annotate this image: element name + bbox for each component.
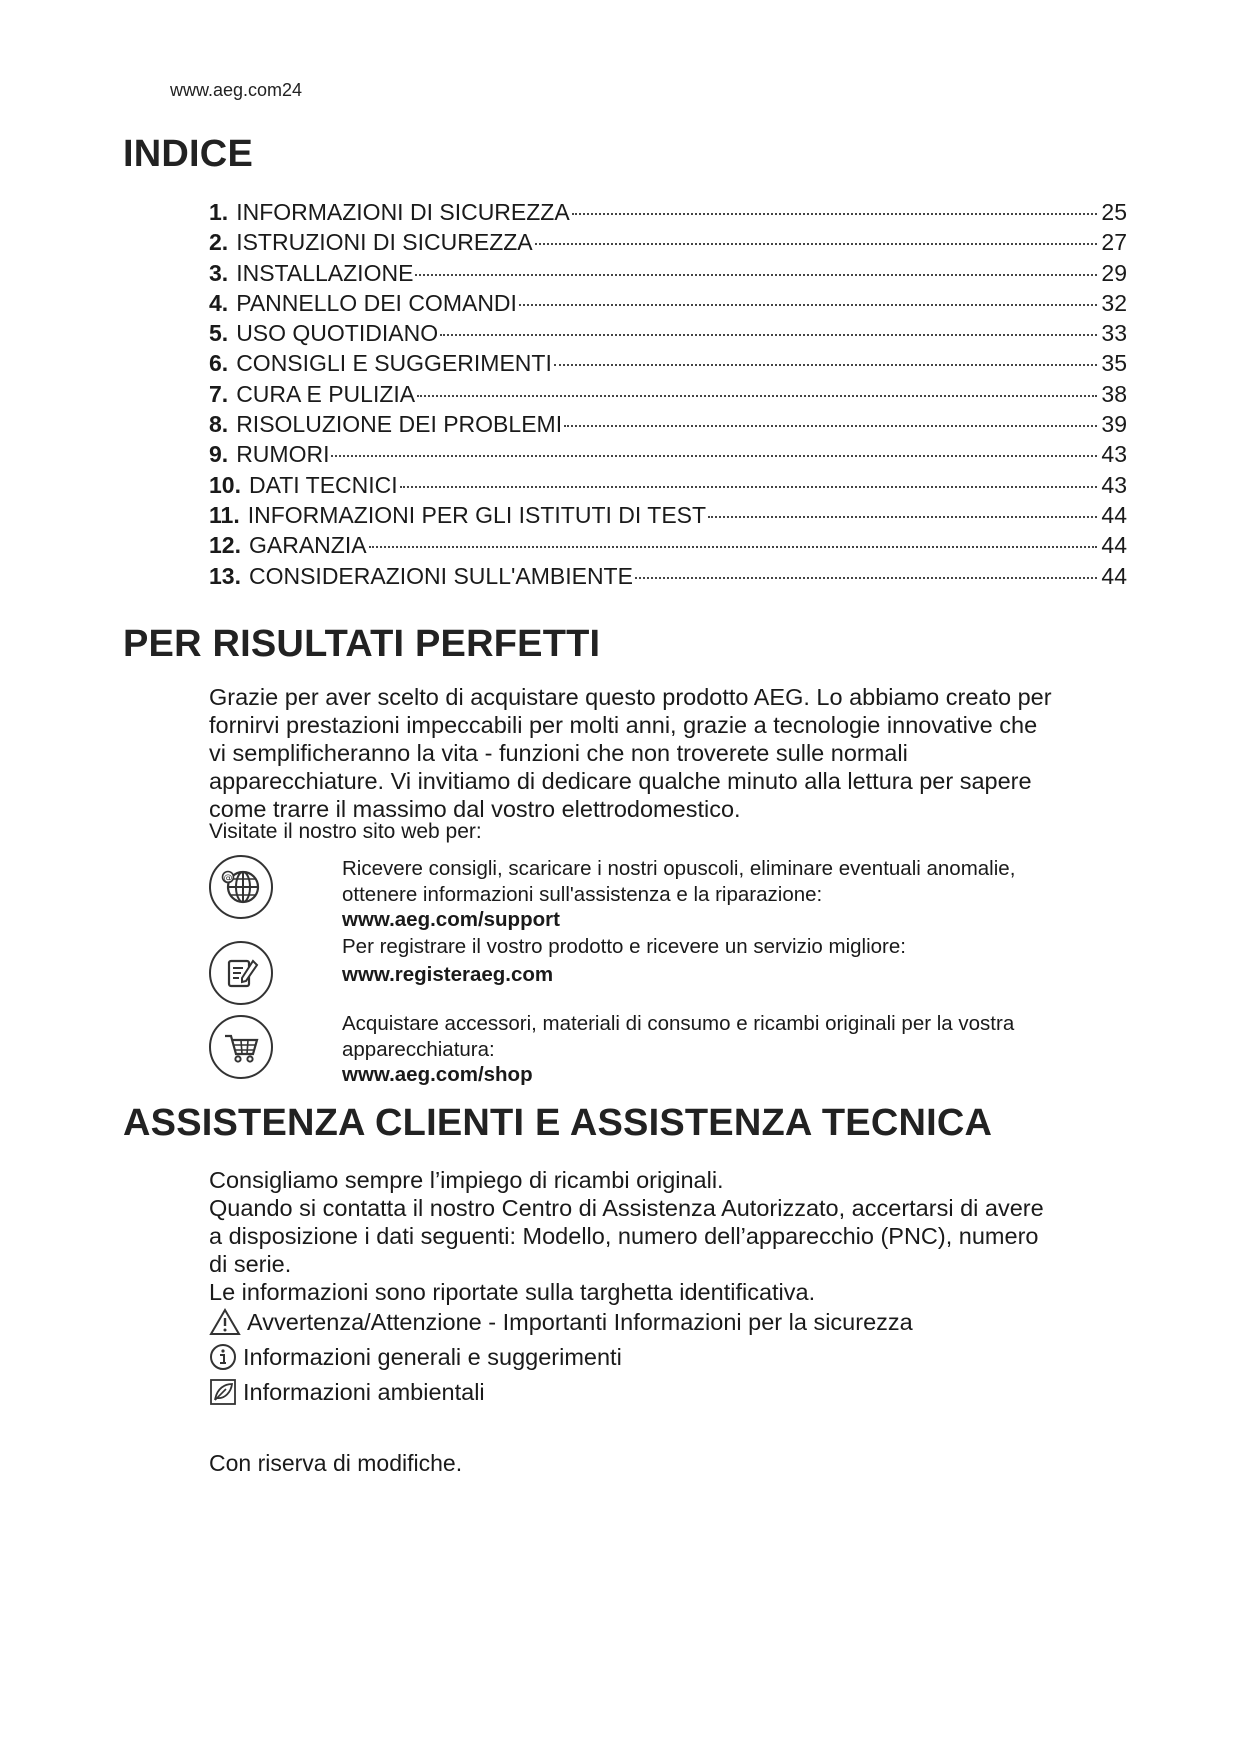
page-header-site: www.aeg.com24 xyxy=(170,80,303,100)
shop-text: apparecchiatura: xyxy=(342,1037,495,1061)
info-icon xyxy=(209,1343,237,1371)
toc-entry[interactable] xyxy=(209,440,1127,470)
register-link-block xyxy=(342,934,1132,987)
toc-number: 7. xyxy=(209,380,229,407)
toc-entry[interactable] xyxy=(209,198,1127,228)
service-line: Consigliamo sempre l’impiego di ricambi originali. xyxy=(209,1167,724,1193)
service-line: di serie. xyxy=(209,1251,292,1277)
support-link-block xyxy=(342,856,1132,933)
support-url-link[interactable]: www.aeg.com/support xyxy=(342,908,560,931)
toc-entry[interactable] xyxy=(209,319,1127,349)
toc-page: 38 xyxy=(1101,380,1127,407)
toc-title: GARANZIA xyxy=(248,532,367,559)
subject-to-change-note: Con riserva di modifiche. xyxy=(209,1450,463,1476)
intro-line: come trarre il massimo dal vostro elettrodomestico. xyxy=(209,796,741,822)
toc-entry[interactable] xyxy=(209,410,1127,440)
toc-page: 33 xyxy=(1101,320,1127,347)
toc-number: 8. xyxy=(209,411,229,438)
legend-environment-text: Informazioni ambientali xyxy=(243,1378,485,1405)
toc-title: PANNELLO DEI COMANDI xyxy=(236,289,517,316)
toc-number: 2. xyxy=(209,229,229,256)
toc-number: 13. xyxy=(209,562,241,589)
toc-title: RUMORI xyxy=(236,441,330,468)
intro-paragraph xyxy=(209,683,1129,823)
legend-warning-text: Avvertenza/Attenzione - Importanti Informazioni per la sicurezza xyxy=(247,1308,913,1335)
section-title-assistenza: ASSISTENZA CLIENTI E ASSISTENZA TECNICA xyxy=(123,1102,993,1144)
toc-leader xyxy=(417,395,1097,397)
toc-number: 6. xyxy=(209,350,229,377)
toc-leader xyxy=(635,577,1097,579)
shop-link-block xyxy=(342,1011,1132,1088)
toc-title: RISOLUZIONE DEI PROBLEMI xyxy=(236,411,563,438)
intro-line: fornirvi prestazioni impeccabili per molti anni, grazie a tecnologie innovative che xyxy=(209,712,1038,738)
toc-number: 5. xyxy=(209,320,229,347)
toc-entry[interactable] xyxy=(209,259,1127,289)
toc-leader xyxy=(400,486,1097,488)
toc-title: CONSIGLI E SUGGERIMENTI xyxy=(236,350,552,377)
shop-url-link[interactable]: www.aeg.com/shop xyxy=(342,1063,533,1086)
toc-entry[interactable] xyxy=(209,380,1127,410)
toc-page: 44 xyxy=(1101,501,1127,528)
toc-title: CURA E PULIZIA xyxy=(236,380,416,407)
toc-leader xyxy=(415,274,1097,276)
toc-page: 44 xyxy=(1101,532,1127,559)
intro-line: apparecchiature. Vi invitiamo di dedicare qualche minuto alla lettura per sapere xyxy=(209,768,1032,794)
toc-title: USO QUOTIDIANO xyxy=(236,320,439,347)
toc-page: 27 xyxy=(1101,229,1127,256)
service-line: a disposizione i dati seguenti: Modello, numero dell’apparecchio (PNC), numero xyxy=(209,1223,1039,1249)
toc-number: 4. xyxy=(209,289,229,316)
toc-entry[interactable] xyxy=(209,531,1127,561)
warning-triangle-icon xyxy=(209,1308,241,1336)
register-text: Per registrare il vostro prodotto e ricevere un servizio migliore: xyxy=(342,935,906,958)
toc-entry[interactable] xyxy=(209,228,1127,258)
legend-info-text: Informazioni generali e suggerimenti xyxy=(243,1343,622,1370)
toc-leader xyxy=(564,425,1097,427)
toc-page: 43 xyxy=(1101,471,1127,498)
toc-leader xyxy=(708,516,1097,518)
globe-icon xyxy=(209,855,273,919)
toc-number: 9. xyxy=(209,441,229,468)
visit-website-label: Visitate il nostro sito web per: xyxy=(209,820,482,843)
toc-leader xyxy=(369,546,1097,548)
environment-leaf-icon xyxy=(209,1378,237,1406)
shop-text: Acquistare accessori, materiali di consumo e ricambi originali per la vostra xyxy=(342,1012,1015,1035)
support-text: ottenere informazioni sull'assistenza e la riparazione: xyxy=(342,882,823,906)
toc-title: ISTRUZIONI DI SICUREZZA xyxy=(236,229,533,256)
toc-entry[interactable] xyxy=(209,562,1127,592)
toc-page: 29 xyxy=(1101,259,1127,286)
intro-line: Grazie per aver scelto di acquistare questo prodotto AEG. Lo abbiamo creato per xyxy=(209,684,1052,710)
toc-page: 32 xyxy=(1101,289,1127,316)
svg-text:@: @ xyxy=(223,873,233,884)
toc-entry[interactable] xyxy=(209,289,1127,319)
toc-page: 39 xyxy=(1101,411,1127,438)
legend-info xyxy=(209,1343,622,1371)
service-line: Quando si contatta il nostro Centro di Assistenza Autorizzato, accertarsi di avere xyxy=(209,1195,1044,1221)
toc-entry[interactable] xyxy=(209,471,1127,501)
table-of-contents xyxy=(209,198,1127,592)
toc-title: DATI TECNICI xyxy=(248,471,398,498)
toc-number: 10. xyxy=(209,471,241,498)
toc-title: CONSIDERAZIONI SULL'AMBIENTE xyxy=(248,562,633,589)
toc-entry[interactable] xyxy=(209,349,1127,379)
toc-page: 35 xyxy=(1101,350,1127,377)
toc-leader xyxy=(554,364,1097,366)
toc-leader xyxy=(331,455,1097,457)
toc-leader xyxy=(440,334,1097,336)
toc-number: 1. xyxy=(209,199,229,225)
section-title-indice: INDICE xyxy=(123,133,253,175)
toc-number: 12. xyxy=(209,532,241,559)
legend-warning xyxy=(209,1308,913,1336)
toc-leader xyxy=(519,304,1097,306)
section-title-risultati: PER RISULTATI PERFETTI xyxy=(123,623,601,665)
service-paragraph xyxy=(209,1166,1129,1306)
service-line: Le informazioni sono riportate sulla targhetta identificativa. xyxy=(209,1279,816,1305)
register-url-link[interactable]: www.registeraeg.com xyxy=(342,962,554,986)
toc-title: INFORMAZIONI DI SICUREZZA xyxy=(236,199,570,225)
toc-page: 43 xyxy=(1101,441,1127,468)
register-icon xyxy=(209,941,273,1005)
legend-environment xyxy=(209,1378,485,1406)
support-text: Ricevere consigli, scaricare i nostri opuscoli, eliminare eventuali anomalie, xyxy=(342,857,1016,880)
shopping-cart-icon xyxy=(209,1015,273,1079)
toc-entry[interactable] xyxy=(209,501,1127,531)
toc-page: 25 xyxy=(1101,199,1127,225)
toc-title: INFORMAZIONI PER GLI ISTITUTI DI TEST xyxy=(247,501,707,528)
toc-number: 3. xyxy=(209,259,229,286)
toc-page: 44 xyxy=(1101,562,1127,589)
toc-leader xyxy=(572,213,1097,215)
toc-title: INSTALLAZIONE xyxy=(236,259,414,286)
toc-leader xyxy=(535,243,1097,245)
toc-number: 11. xyxy=(209,501,240,528)
intro-line: vi semplificheranno la vita - funzioni che non troverete sulle normali xyxy=(209,740,908,766)
